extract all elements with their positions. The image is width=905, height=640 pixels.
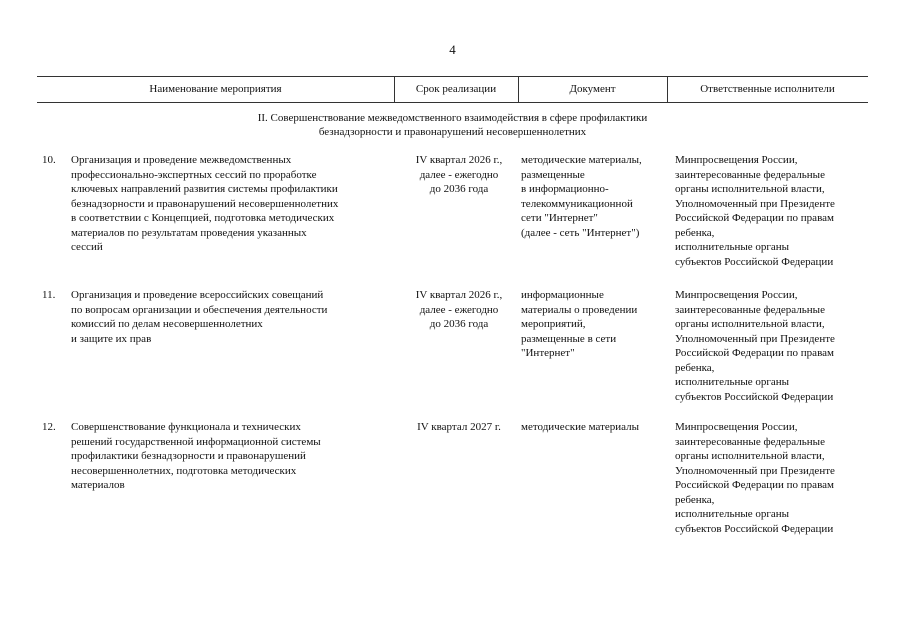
text-line: мероприятий, [521, 318, 586, 330]
text-line: Уполномоченный при Президенте [675, 332, 835, 345]
row-number: 12. [42, 421, 56, 433]
text-line: профилактики безнадзорности и правонарушений [71, 450, 306, 462]
text-line: Уполномоченный при Президенте [675, 464, 835, 477]
text-line: Уполномоченный при Президенте [675, 197, 835, 210]
document-type [521, 288, 671, 361]
table-header-bottom-rule [37, 102, 868, 103]
text-line: ключевых направлений развития системы профилактики [71, 183, 338, 195]
text-line: материалы о проведении [521, 303, 638, 316]
text-line: размещенные [521, 168, 585, 181]
text-line: Совершенствование функционала и технических [71, 421, 301, 433]
text-line: ребенка, [675, 493, 715, 506]
text-line: субъектов Российской Федерации [675, 522, 834, 535]
text-line: органы исполнительной власти, [675, 450, 825, 462]
text-line: до 2036 года [429, 183, 489, 195]
row-number: 10. [42, 154, 56, 166]
section-title-line: безнадзорности и правонарушений несовершеннолетних [318, 126, 587, 138]
text-line: Минпросвещения России, [675, 421, 798, 433]
text-line: профессионально-экспертных сессий по проработке [71, 168, 317, 181]
header-col-document: Документ [569, 83, 616, 95]
implementation-term [399, 153, 519, 197]
text-line: IV квартал 2026 г., [415, 289, 503, 301]
text-line: материалов [71, 479, 125, 491]
text-line: заинтересованные федеральные [675, 303, 825, 316]
text-line: Минпросвещения России, [675, 154, 798, 166]
text-line: ребенка, [675, 361, 715, 374]
implementation-term [399, 420, 519, 435]
text-line: решений государственной информационной системы [71, 435, 321, 448]
header-col-name: Наименование мероприятия [149, 83, 282, 95]
text-line: в соответствии с Концепцией, подготовка методических [71, 212, 335, 224]
text-line: телекоммуникационной [521, 197, 633, 210]
text-line: и защите их прав [71, 332, 152, 345]
text-line: далее - ежегодно [419, 168, 499, 181]
text-line: субъектов Российской Федерации [675, 390, 834, 403]
section-title-line: II. Совершенствование межведомственного взаимодействия в сфере профилактики [257, 112, 648, 124]
text-line: IV квартал 2027 г. [417, 421, 501, 433]
header-col-responsible: Ответственные исполнители [700, 83, 835, 95]
text-line: IV квартал 2026 г., [415, 154, 503, 166]
text-line: исполнительные органы [675, 508, 790, 520]
text-line: далее - ежегодно [419, 303, 499, 316]
document-type [521, 420, 671, 435]
text-line: материалов по результатам проведения указанных [71, 226, 307, 239]
text-line: исполнительные органы [675, 376, 790, 388]
page-number: 4 [449, 42, 456, 57]
text-line: Организация и проведение всероссийских совещаний [71, 289, 324, 301]
responsible-executors [675, 420, 870, 536]
text-line: Российской Федерации по правам [675, 212, 834, 224]
text-line: в информационно- [521, 183, 609, 195]
text-line: (далее - сеть "Интернет") [521, 226, 640, 239]
text-line: информационные [521, 289, 604, 301]
text-line: заинтересованные федеральные [675, 435, 825, 448]
text-line: методические материалы, [521, 154, 642, 166]
text-line: исполнительные органы [675, 241, 790, 253]
table-header-top-rule [37, 76, 868, 77]
activity-name [71, 288, 399, 346]
document-type [521, 153, 671, 240]
text-line: сети "Интернет" [521, 212, 598, 224]
text-line: заинтересованные федеральные [675, 168, 825, 181]
text-line: размещенные в сети [521, 332, 617, 345]
text-line: до 2036 года [429, 318, 489, 330]
text-line: ребенка, [675, 226, 715, 239]
activity-name [71, 153, 399, 255]
text-line: Организация и проведение межведомственных [71, 154, 292, 166]
header-col-term: Срок реализации [415, 83, 497, 95]
row-number: 11. [42, 289, 56, 301]
text-line: комиссий по делам несовершеннолетних [71, 318, 263, 330]
text-line: Минпросвещения России, [675, 289, 798, 301]
text-line: несовершеннолетних, подготовка методических [71, 464, 297, 477]
text-line: методические материалы [521, 421, 640, 433]
text-line: "Интернет" [521, 347, 575, 359]
activity-name [71, 420, 399, 493]
section-title [37, 111, 868, 139]
responsible-executors [675, 288, 870, 404]
text-line: сессий [71, 241, 103, 253]
text-line: Российской Федерации по правам [675, 479, 834, 491]
text-line: органы исполнительной власти, [675, 183, 825, 195]
text-line: органы исполнительной власти, [675, 318, 825, 330]
implementation-term [399, 288, 519, 332]
text-line: Российской Федерации по правам [675, 347, 834, 359]
text-line: субъектов Российской Федерации [675, 255, 834, 268]
responsible-executors [675, 153, 870, 269]
text-line: безнадзорности и правонарушений несовершеннолетних [71, 197, 339, 210]
text-line: по вопросам организации и обеспечения деятельности [71, 303, 328, 316]
